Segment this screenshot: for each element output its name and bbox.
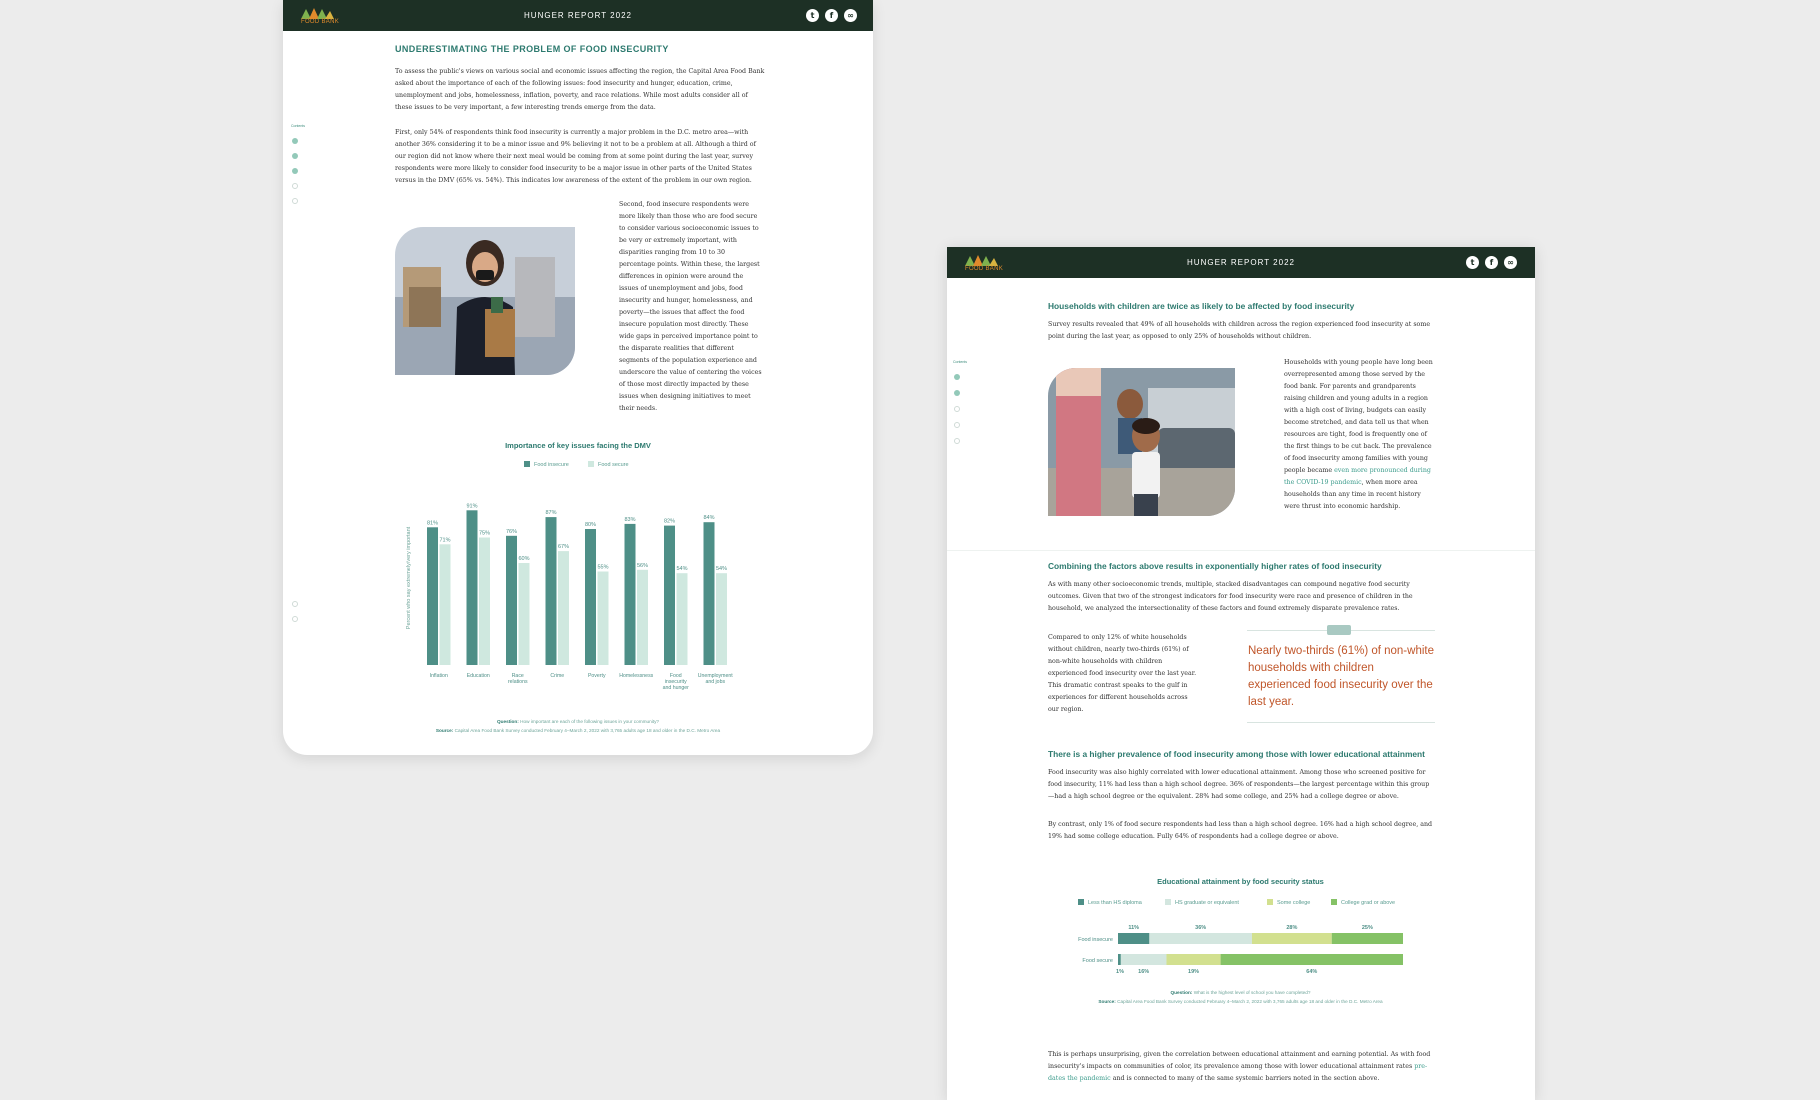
question-label: Question: bbox=[1170, 990, 1193, 995]
segment-0 bbox=[1118, 933, 1149, 944]
data-label: 36% bbox=[1195, 925, 1207, 931]
x-tick-label: relations bbox=[507, 679, 528, 685]
data-label: 80% bbox=[584, 522, 597, 528]
paragraph-text: , when more area households than any time in recent history were thrust into economic hardship. bbox=[1284, 479, 1421, 510]
closing-paragraph bbox=[1048, 1049, 1433, 1085]
bar-food-insecure bbox=[664, 526, 675, 665]
data-label: 55% bbox=[597, 564, 609, 571]
data-label: 81% bbox=[426, 520, 439, 527]
section-nav-label: Contents bbox=[953, 360, 968, 364]
data-label: 16% bbox=[1138, 969, 1150, 975]
facebook-icon[interactable]: f bbox=[1485, 256, 1498, 269]
logo-text: FOOD BANK bbox=[301, 19, 340, 25]
section-nav-label: Contents bbox=[291, 124, 306, 128]
awareness-paragraph: First, only 54% of respondents think food insecurity is currently a major problem in the D.C. metro area—with another 36% considering it to be a minor issue and 9% believing it not to be a problem at all. Although a third of our region did not know where their next meal would be coming from at some point during the last year, survey respondents were more likely to consider food insecurity to be a major issue in other parts of the United States versus in the DMV (65% vs. 54%). This indicates low awareness of the extent of the problem in our own region. bbox=[395, 129, 756, 184]
section-heading-children: Households with children are twice as likely to be affected by food insecurity bbox=[1048, 301, 1355, 311]
bar-food-insecure bbox=[625, 524, 636, 665]
pre-dates-pandemic-link[interactable]: pre-dates the pandemic bbox=[1048, 1063, 1428, 1082]
x-tick-label: Crime bbox=[550, 673, 565, 679]
y-axis-label: Percent who say extremely/very important bbox=[406, 526, 412, 630]
logo-text: FOOD BANK bbox=[965, 266, 1004, 272]
x-tick-label: Poverty bbox=[587, 673, 606, 679]
source-text: Capital Area Food Bank Survey conducted February 4–March 2, 2022 with 3,765 adults age 18 and older in the D.C. Metro Area bbox=[1117, 999, 1383, 1004]
issues-bar-chart bbox=[283, 0, 873, 755]
bar-food-secure bbox=[716, 573, 727, 665]
data-label: 54% bbox=[715, 566, 728, 573]
x-tick-label: Inflation bbox=[429, 673, 448, 679]
report-page-left bbox=[283, 0, 873, 755]
legend-label: HS graduate or equivalent bbox=[1175, 900, 1239, 906]
section-heading-education: There is a higher prevalence of food insecurity among those with lower educational attainment bbox=[1048, 749, 1425, 759]
comparison-paragraph: Compared to only 12% of white households without children, nearly two-thirds (61%) of non-white households with children experienced food insecurity over the last year. This dramatic contrast speaks to the gulf in experiences for different households across our region. bbox=[1048, 634, 1197, 713]
segment-2 bbox=[1166, 954, 1220, 965]
x-tick-label: Race bbox=[511, 673, 524, 679]
data-label: 25% bbox=[1361, 925, 1373, 931]
data-label: 64% bbox=[1306, 969, 1318, 975]
bar-food-insecure bbox=[427, 527, 438, 665]
data-label: 11% bbox=[1128, 925, 1140, 931]
data-label: 83% bbox=[624, 516, 636, 523]
segment-0 bbox=[1118, 954, 1121, 965]
bar-food-secure bbox=[677, 573, 688, 665]
twitter-icon[interactable]: t bbox=[806, 9, 819, 22]
section-heading-factors: Combining the factors above results in exponentially higher rates of food insecurity bbox=[1048, 561, 1382, 571]
bar-food-insecure bbox=[546, 517, 557, 665]
factors-paragraph: As with many other socioeconomic trends, multiple, stacked disadvantages can compound negative food security outcomes. Given that two of the strongest indicators for food insecurity were race and presence of children in the household, we analyzed the intersectionality of these factors and found extremely disparate prevalence rates. bbox=[1048, 581, 1413, 612]
row-label: Food insecure bbox=[1078, 937, 1113, 943]
children-paragraph: Survey results revealed that 49% of all households with children across the region experienced food insecurity at some point during the last year, as opposed to only 25% of households without children. bbox=[1048, 321, 1431, 340]
section-heading: UNDERESTIMATING THE PROBLEM OF FOOD INSECURITY bbox=[395, 44, 669, 54]
data-label: 91% bbox=[466, 503, 478, 510]
data-label: 87% bbox=[545, 510, 557, 517]
question-text: How important are each of the following issues in your community? bbox=[520, 719, 660, 724]
x-tick-label: Education bbox=[466, 673, 490, 679]
x-tick-label: Unemployment bbox=[697, 673, 733, 679]
bar-food-secure bbox=[519, 563, 530, 665]
education-chart bbox=[947, 247, 1535, 1100]
bar-food-secure bbox=[598, 572, 609, 666]
data-label: 28% bbox=[1286, 925, 1298, 931]
report-page-right bbox=[947, 247, 1535, 1100]
legend-label: Some college bbox=[1277, 900, 1311, 906]
segment-1 bbox=[1121, 954, 1167, 965]
report-title: HUNGER REPORT 2022 bbox=[524, 11, 632, 20]
x-tick-label: Homelessness bbox=[619, 673, 654, 679]
data-label: 56% bbox=[636, 562, 649, 569]
report-title: HUNGER REPORT 2022 bbox=[1187, 258, 1295, 267]
bar-food-insecure bbox=[506, 536, 517, 665]
contrast-paragraph: By contrast, only 1% of food secure respondents had less than a high school degree. 16% had a high school degree, and 19% had some college education. Fully 64% of respondents had a college degree or above. bbox=[1048, 821, 1433, 840]
source-text: Capital Area Food Bank Survey conducted February 4–March 2, 2022 with 3,765 adults age 18 and older in the D.C. Metro Area bbox=[454, 728, 721, 733]
question-label: Question: bbox=[496, 719, 519, 724]
chart-title: Educational attainment by food security status bbox=[1157, 877, 1324, 886]
bar-food-insecure bbox=[585, 529, 596, 665]
segment-3 bbox=[1221, 954, 1403, 965]
twitter-icon[interactable]: t bbox=[1466, 256, 1479, 269]
issues-chart bbox=[283, 0, 873, 755]
segment-1 bbox=[1149, 933, 1252, 944]
chart-question bbox=[1048, 990, 1433, 995]
data-label: 19% bbox=[1188, 969, 1200, 975]
bar-food-secure bbox=[558, 551, 569, 665]
chart-source bbox=[1048, 999, 1433, 1004]
data-label: 82% bbox=[663, 518, 676, 525]
chart-source bbox=[395, 728, 761, 733]
x-tick-label: and hunger bbox=[662, 685, 689, 691]
x-tick-label: Food bbox=[669, 673, 682, 679]
bar-food-insecure bbox=[704, 522, 715, 665]
paragraph-text: Households with young people have long been overrepresented among those served by the food bank. For parents and grandparents raising children and young adults in a region with a high cost of living, budgets can easily become stretched, and data tell us that when resources are tight, food is frequently one of the first things to be cut back. The prevalence of food insecurity among families with young people became bbox=[1284, 359, 1433, 474]
chart-title: Importance of key issues facing the DMV bbox=[505, 441, 651, 450]
link-icon[interactable]: ∞ bbox=[844, 9, 857, 22]
data-label: 1% bbox=[1116, 969, 1124, 975]
paragraph-text: and is connected to many of the same systemic barriers noted in the section above. bbox=[1110, 1075, 1380, 1082]
facebook-icon[interactable]: f bbox=[825, 9, 838, 22]
data-label: 76% bbox=[505, 528, 518, 535]
data-label: 60% bbox=[518, 556, 530, 562]
data-label: 75% bbox=[478, 530, 491, 537]
link-icon[interactable]: ∞ bbox=[1504, 256, 1517, 269]
pull-quote: Nearly two-thirds (61%) of non-white households with children experienced food insecurity over the last year. bbox=[1248, 645, 1434, 708]
legend-label: Food secure bbox=[598, 462, 629, 468]
x-tick-label: and jobs bbox=[705, 679, 726, 685]
chart-question bbox=[395, 719, 761, 724]
education-paragraph: Food insecurity was also highly correlated with lower educational attainment. Among those who screened positive for food insecurity, 11% had less than a high school degree. 36% of respondents—the largest percentage within this group—had a high school degree or the equivalent. 28% had some college, and 25% had a college degree or above. bbox=[1048, 769, 1430, 800]
bar-food-secure bbox=[637, 570, 648, 665]
source-label: Source: bbox=[435, 728, 454, 733]
data-label: 84% bbox=[703, 515, 715, 522]
data-label: 54% bbox=[676, 566, 688, 573]
source-label: Source: bbox=[1098, 999, 1116, 1004]
education-stacked-bar-chart bbox=[947, 247, 1535, 1100]
paragraph-text: This is perhaps unsurprising, given the correlation between educational attainment and earning potential. As with food insecurity's impacts on communities of color, its prevalence among those with lower educational attainment rates bbox=[1048, 1051, 1431, 1070]
question-text: What is the highest level of school you have completed? bbox=[1193, 990, 1311, 995]
covid-link[interactable]: even more pronounced during the COVID-19 pandemic bbox=[1284, 467, 1431, 486]
bar-food-insecure bbox=[467, 510, 478, 665]
segment-3 bbox=[1332, 933, 1403, 944]
legend-label: Food insecure bbox=[534, 462, 569, 468]
data-label: 67% bbox=[557, 544, 570, 551]
bar-food-secure bbox=[479, 538, 490, 666]
legend-label: College grad or above bbox=[1341, 900, 1396, 906]
legend-label: Less than HS diploma bbox=[1088, 900, 1142, 906]
intro-paragraph: To assess the public's views on various social and economic issues affecting the region, the Capital Area Food Bank asked about the importance of each of the following issues: food insecurity and hunger, education, crime, unemployment and jobs, homelessness, inflation, poverty, and race relations. While most adults consider all of these issues to be very important, a few interesting trends emerge from the data. bbox=[395, 68, 765, 111]
data-label: 71% bbox=[439, 537, 451, 544]
x-tick-label: insecurity bbox=[664, 679, 687, 685]
row-label: Food secure bbox=[1082, 958, 1113, 964]
segment-2 bbox=[1252, 933, 1332, 944]
disparities-paragraph: Second, food insecure respondents were more likely than those who are food secure to consider various socioeconomic issues to be very or extremely important, with disparities ranging from 10 to 30 percentage points. Within these, the largest differences in opinion were around the issues of unemployment and jobs, food insecurity and hunger, homelessness, and poverty—the issues that affect the food insecure population most directly. These wide gaps in perceived importance point to the disparate realities that different segments of the population experience and underscore the value of centering the voices of those most directly impacted by these issues when designing initiatives to meet their needs. bbox=[619, 201, 762, 412]
bar-food-secure bbox=[440, 544, 451, 665]
